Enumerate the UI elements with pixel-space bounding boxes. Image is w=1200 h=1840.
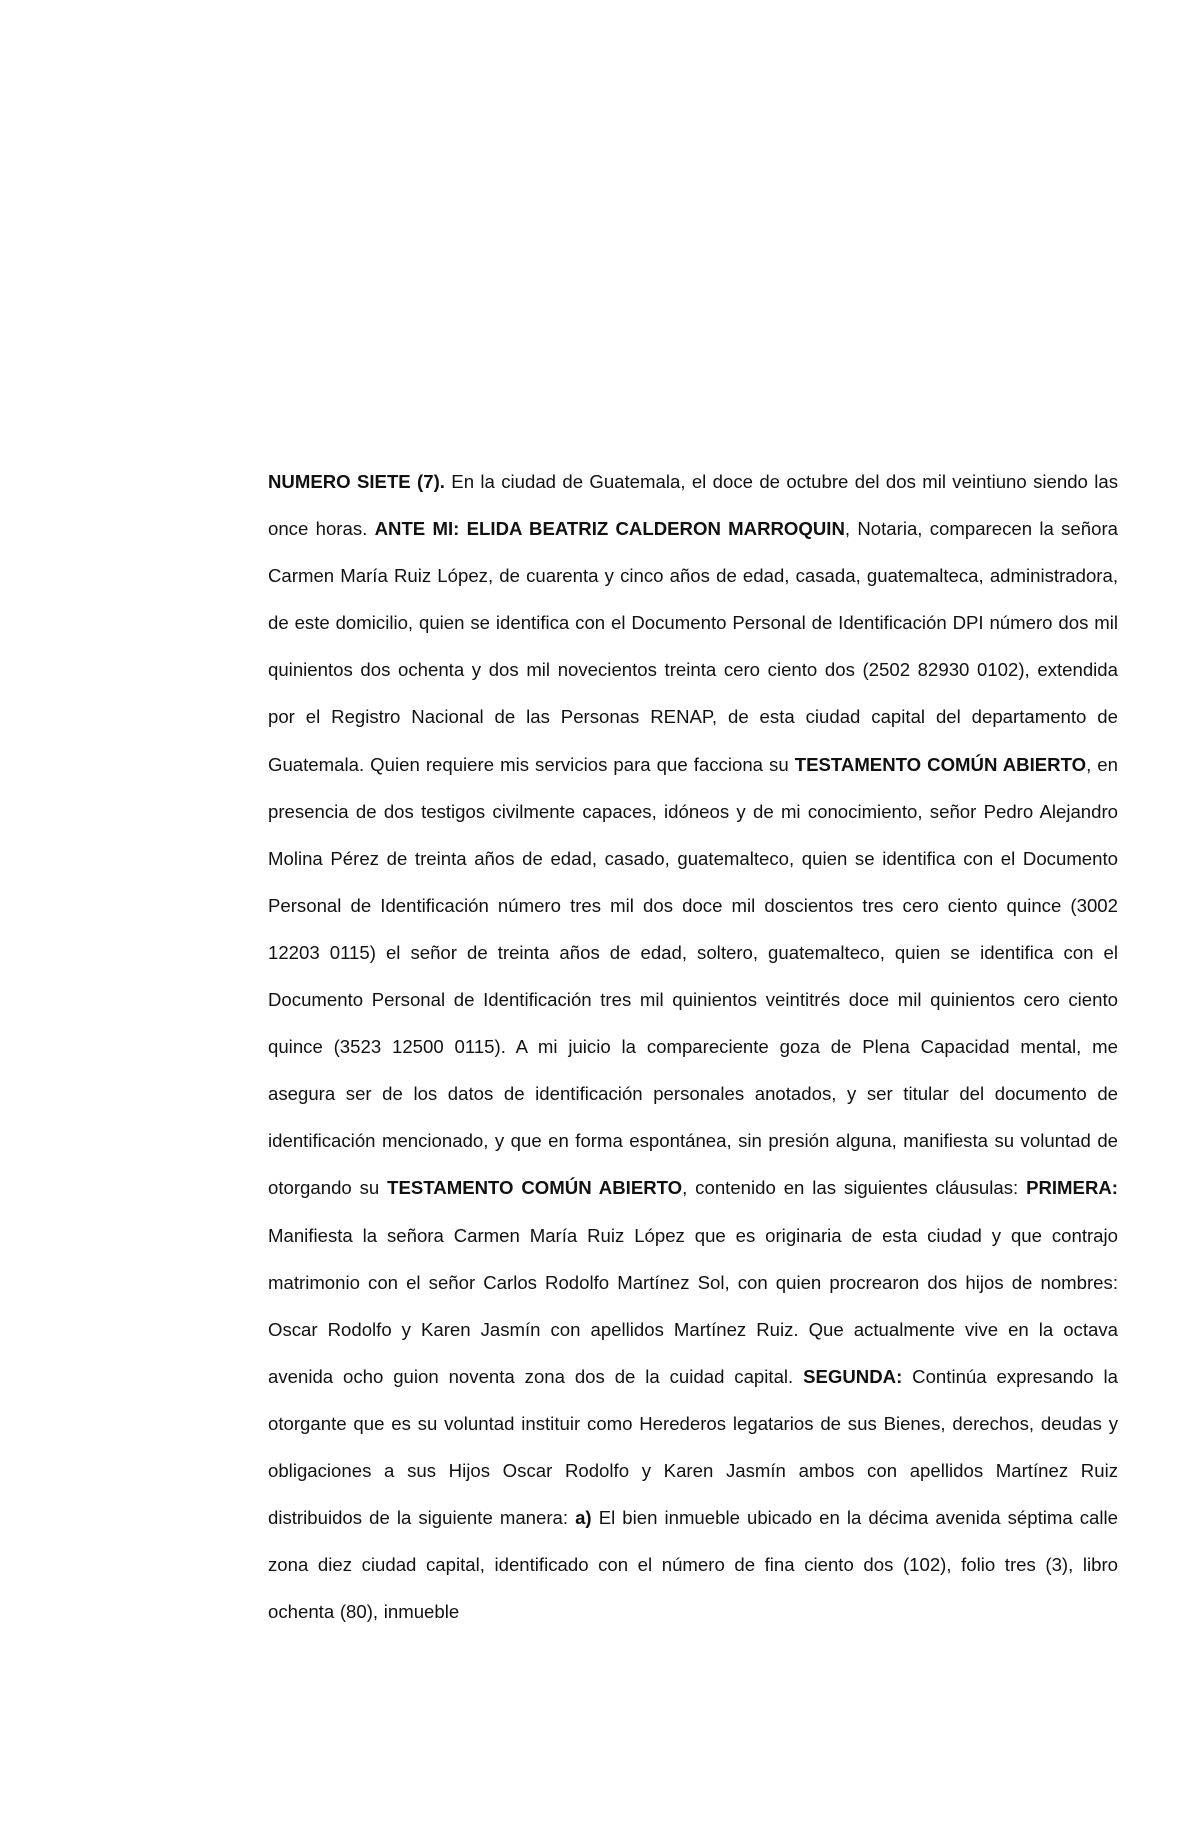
clause-second-text: Continúa expresando la otorgante que es su voluntad instituir como Herederos legatarios de sus Bienes, derechos, deudas y obligaciones a sus Hijos Oscar Rodolfo y Karen Jasmín ambos con apellidos Martínez Ruiz distribuidos de la siguiente manera: bbox=[268, 1365, 1119, 1529]
clauses-intro-text: , contenido en las siguientes cláusulas: bbox=[682, 1177, 1027, 1199]
clause-first-text: Manifiesta la señora Carmen María Ruiz López que es originaria de esta ciudad y que contrajo matrimonio con el señor Carlos Rodolfo Martínez Sol, con quien procrearon dos hijos de nombres: Oscar Rodolfo y Karen Jasmín con apellidos Martínez Ruiz. Que actualmente vive en la octava avenida ocho guion noventa zona dos de la cuidad capital. bbox=[268, 1224, 1118, 1387]
testament-paragraph bbox=[268, 458, 1118, 1635]
clause-second-heading: SEGUNDA: bbox=[803, 1365, 903, 1387]
testament-body bbox=[268, 458, 1118, 1635]
item-a-marker: a) bbox=[575, 1507, 592, 1529]
witnesses-text: , en presencia de dos testigos civilmente capaces, idóneos y de mi conocimiento, señor Pedro Alejandro Molina Pérez de treinta años de edad, casado, guatemalteco, quien se identifica con el Documento Personal de Identificación número tres mil dos doce mil doscientos tres cero ciento quince (3002 12203 0115) el señor de treinta años de edad, soltero, guatemalteco, quien se identifica con el Documento Personal de Identificación tres mil quinientos veintitrés doce mil quinientos cero ciento quince (3523 12500 0115). A mi juicio la compareciente goza de Plena Capacidad mental, me asegura ser de los datos de identificación personales anotados, y ser titular del documento de identificación mencionado, y que en forma espontánea, sin presión alguna, manifiesta su voluntad de otorgando su bbox=[268, 753, 1118, 1199]
deed-intro-text: En la ciudad de Guatemala, el doce de octubre del dos mil veintiuno siendo las once horas. bbox=[268, 471, 1118, 540]
item-a-text: El bien inmueble ubicado en la décima avenida séptima calle zona diez ciudad capital, identificado con el número de fina ciento dos (102), folio tres (3), libro ochenta (80), inmueble bbox=[268, 1507, 1118, 1623]
testament-title: TESTAMENTO COMÚN ABIERTO bbox=[794, 753, 1087, 775]
notary-name: ANTE MI: ELIDA BEATRIZ CALDERON MARROQUIN bbox=[374, 518, 845, 540]
deed-number: NUMERO SIETE (7). bbox=[268, 471, 445, 492]
appearance-text: , Notaria, comparecen la señora Carmen María Ruiz López, de cuarenta y cinco años de edad, casada, guatemalteca, administradora, de este domicilio, quien se identifica con el Documento Personal de Identificación DPI número dos mil quinientos dos ochenta y dos mil novecientos treinta cero ciento dos (2502 82930 0102), extendida por el Registro Nacional de las Personas RENAP, de esta ciudad capital del departamento de Guatemala. Quien requiere mis servicios para que facciona su bbox=[268, 518, 1118, 775]
clause-first-heading: PRIMERA: bbox=[1026, 1177, 1118, 1199]
testament-title-repeat: TESTAMENTO COMÚN ABIERTO bbox=[387, 1177, 683, 1199]
